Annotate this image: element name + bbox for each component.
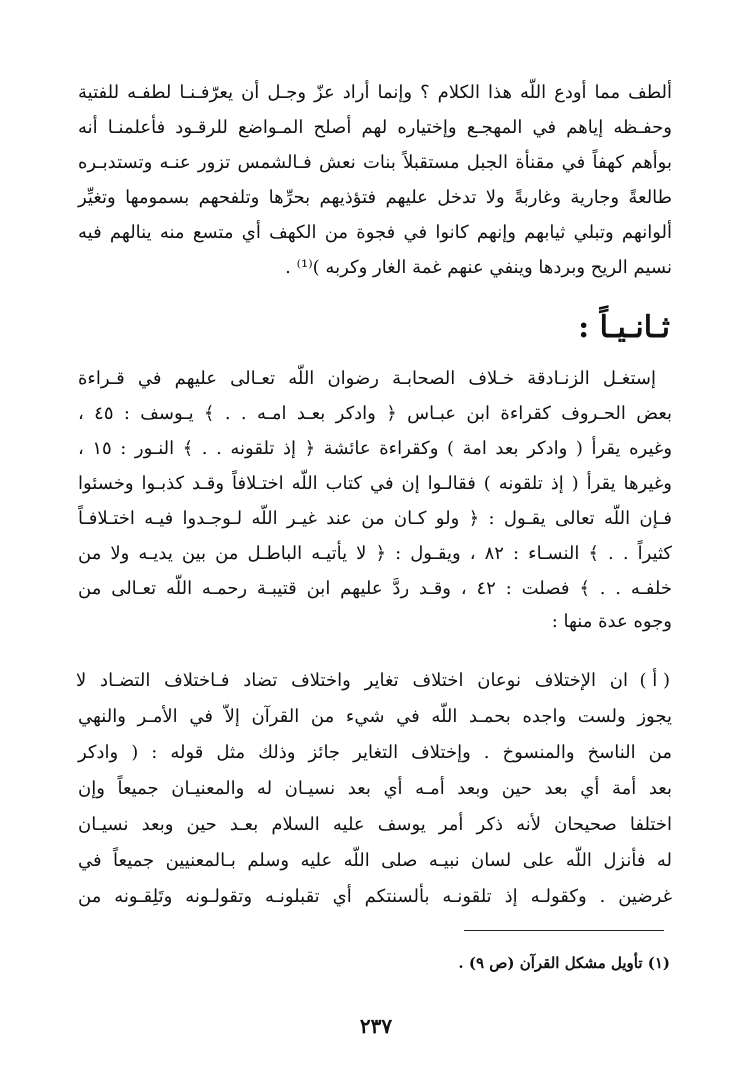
item-a-line: بعد أمة أي بعد حين وبعد أمـه أي بعد نسيـان له والمعنيـان جميعاً وإن: [78, 778, 672, 799]
item-a-line: يجوز ولست واجده بحمـد اللّه في شيء من القرآن إلاّ في الأمـر والنهي: [78, 706, 672, 727]
paragraph-1-line: طالعةً وجارية وغاربةً ولا تدخل عليهم فتؤذيهم بحرِّها وتلفحهم بسمومها وتغيِّر: [78, 187, 672, 208]
paragraph-1-line: نسيم الريح وبردها وينفي عنهم غمة الغار وكربه )⁽¹⁾ .: [285, 257, 672, 278]
item-a-line: من الناسخ والمنسوخ . وإختلاف التغاير جائز وذلك مثل قوله : ( وادكر: [78, 742, 672, 763]
item-a-line: غرضين . وكقولـه إذ تلقونـه بألسنتكم أي تقبلونـه وتقولـونه وتَلِقـونه من: [78, 886, 672, 907]
paragraph-2-line: إستغـل الزنـادقة خـلاف الصحابـة رضوان اللّه تعـالى عليهم في قـراءة: [78, 368, 656, 389]
paragraph-2-line: وجوه عدة منها :: [551, 611, 672, 632]
paragraph-2-line: وغيره يقرأ ( وادكر بعد امة ) وكقراءة عائشة ﴿ إذ تلقونه . . ﴾ النـور : ١٥ ،: [78, 438, 673, 459]
paragraph-1-line: ألوانهم وتبلي ثيابهم وإنهم كانوا في فجوة من الكهف أي متسع منه ينالهم فيه: [78, 222, 672, 243]
footnote-divider: [464, 930, 664, 931]
item-label: ( أ ): [639, 670, 670, 691]
paragraph-2-line: بعض الحـروف كقراءة ابن عبـاس ﴿ وادكر بعـد امـه . . ﴾ يـوسف : ٤٥ ،: [78, 403, 673, 424]
paragraph-2-line: خلفـه . . ﴾ فصلت : ٤٢ ، وقـد ردَّ عليهم ابن قتيبـة رحمـه اللّه تعـالى من: [78, 578, 672, 599]
page-number: ٢٣٧: [359, 1014, 393, 1038]
paragraph-2-line: كثيراً . . ﴾ النسـاء : ٨٢ ، ويقـول : ﴿ لا يأتيـه الباطـل من بين يديـه ولا من: [78, 543, 672, 564]
footnote: (١) تأويل مشكل القرآن (ص ٩) .: [458, 954, 670, 972]
paragraph-1-line: بوأهم كهفاً في مقنأة الجبل مستقبلاً بنات نعش فـالشمس تزور عنـه وتستدبـره: [78, 152, 672, 173]
paragraph-1-line: ألطف مما أودع اللّه هذا الكلام ؟ وإنما أراد عزّ وجـل أن يعرّفـنـا لطفـه للفتية: [78, 82, 672, 103]
paragraph-2-line: فـإن اللّه تعالى يقـول : ﴿ ولو كـان من عند غيـر اللّه لـوجـدوا فيـه اختـلافـاً: [78, 508, 672, 529]
paragraph-2-line: وغيرها يقرأ ( إذ تلقونه ) فقالـوا إن في كتاب اللّه اختـلافاً وقـد كذبـوا وخسئوا: [78, 473, 672, 494]
paragraph-1-line: وحفـظه إياهم في المهجـع وإختياره لهم أصلح المـواضع للرقـود فأعلمنـا أنه: [78, 117, 672, 138]
item-a-line: ان الإختلاف نوعان اختلاف تغاير واختلاف تضاد فـاختلاف التضـاد لا: [76, 670, 628, 691]
item-a-line: اختلفا صحيحان لأنه ذكر أمر يوسف عليه السلام بعـد حين وبعد نسيـان: [78, 814, 672, 835]
item-a-line: له فأنزل اللّه على لسان نبيـه صلى اللّه عليه وسلم بـالمعنيين جميعاً في: [78, 850, 672, 871]
section-heading: ثـانـيـاً :: [578, 310, 670, 345]
